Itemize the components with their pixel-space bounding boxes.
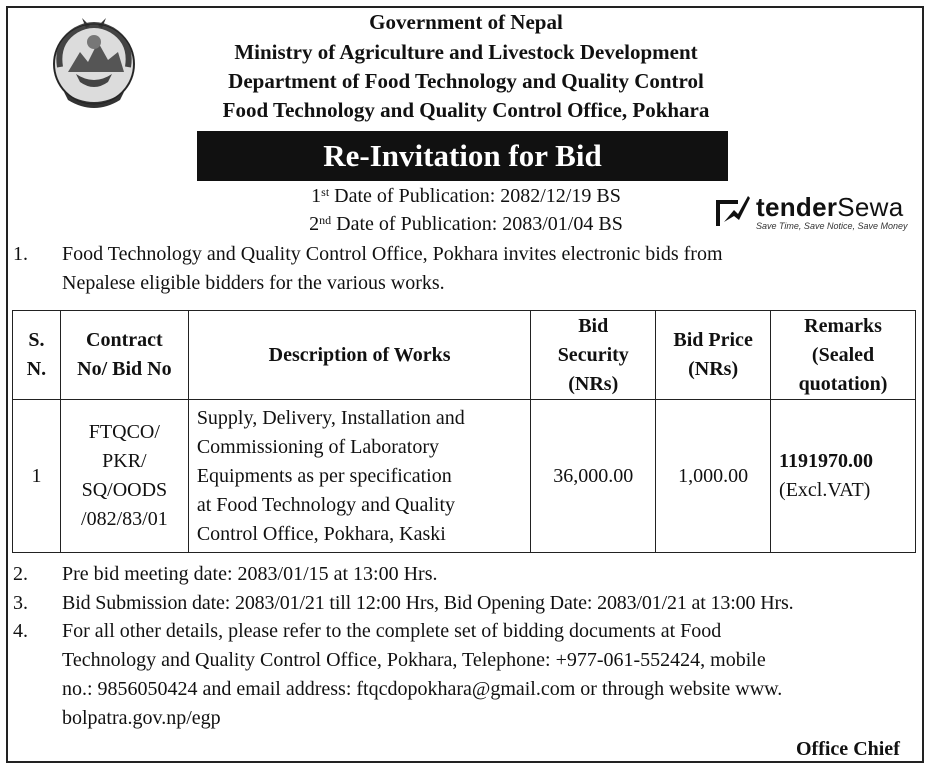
item-text-2: Pre bid meeting date: 2083/01/15 at 13:00 Hrs.: [62, 563, 438, 585]
header-bid-security: Bid Security (NRs): [531, 311, 656, 400]
item-text-4b: Technology and Quality Control Office, Pokhara, Telephone: +977-061-552424, mobile: [62, 649, 766, 671]
remarks-note: (Excl.VAT): [779, 479, 871, 501]
table-row: [13, 400, 916, 553]
tendersewa-mark-icon: [712, 192, 752, 232]
first-publication-date: 1st Date of Publication: 2082/12/19 BS: [311, 185, 621, 207]
remarks-amount: 1191970.00: [779, 450, 873, 472]
table-header-row: [13, 311, 916, 400]
cell-contract-no: FTQCO/ PKR/ SQ/OODS /082/83/01: [60, 400, 188, 553]
cell-remarks: [771, 400, 916, 553]
signature-office-chief: Office Chief: [796, 738, 900, 760]
tendersewa-tagline: Save Time, Save Notice, Save Money: [756, 221, 908, 231]
item-text-4a: For all other details, please refer to the complete set of bidding documents at Food: [62, 620, 722, 642]
item-text-1a: Food Technology and Quality Control Office, Pokhara invites electronic bids from: [62, 243, 723, 265]
item-number-4: 4.: [13, 620, 28, 642]
item-text-1b: Nepalese eligible bidders for the various works.: [62, 272, 445, 294]
header-office: Food Technology and Quality Control Office, Pokhara: [222, 98, 710, 122]
header-government: Government of Nepal: [369, 10, 563, 34]
header-contract-no: Contract No/ Bid No: [60, 311, 188, 400]
header-sn: S. N.: [13, 311, 61, 400]
item-text-4c: no.: 9856050424 and email address: ftqcdopokhara@gmail.com or through website www.: [62, 678, 783, 700]
header-remarks: Remarks (Sealed quotation): [771, 311, 916, 400]
cell-sn: 1: [13, 400, 61, 553]
item-text-3: Bid Submission date: 2083/01/21 till 12:00 Hrs, Bid Opening Date: 2083/01/21 at 13:00 Hrs.: [62, 592, 794, 614]
header-description: Description of Works: [188, 311, 530, 400]
tendersewa-logo: [712, 190, 922, 236]
second-publication-date: 2nd Date of Publication: 2083/01/04 BS: [309, 213, 623, 235]
notice-title: Re-Invitation for Bid: [197, 131, 728, 181]
cell-bid-security: 36,000.00: [531, 400, 656, 553]
cell-description: Supply, Delivery, Installation and Commissioning of Laboratory Equipments as per specification at Food Technology and Quality Control Office, Pokhara, Kaski: [188, 400, 530, 553]
item-text-4d: bolpatra.gov.np/egp: [62, 707, 221, 729]
cell-bid-price: 1,000.00: [656, 400, 771, 553]
tendersewa-brand: tenderSewa: [756, 192, 904, 222]
header-ministry: Ministry of Agriculture and Livestock Development: [234, 40, 698, 64]
header-department: Department of Food Technology and Quality Control: [228, 69, 704, 93]
header-bid-price: Bid Price (NRs): [656, 311, 771, 400]
item-number-1: 1.: [13, 243, 28, 265]
bid-table: [12, 310, 916, 553]
item-number-2: 2.: [13, 563, 28, 585]
item-number-3: 3.: [13, 592, 28, 614]
